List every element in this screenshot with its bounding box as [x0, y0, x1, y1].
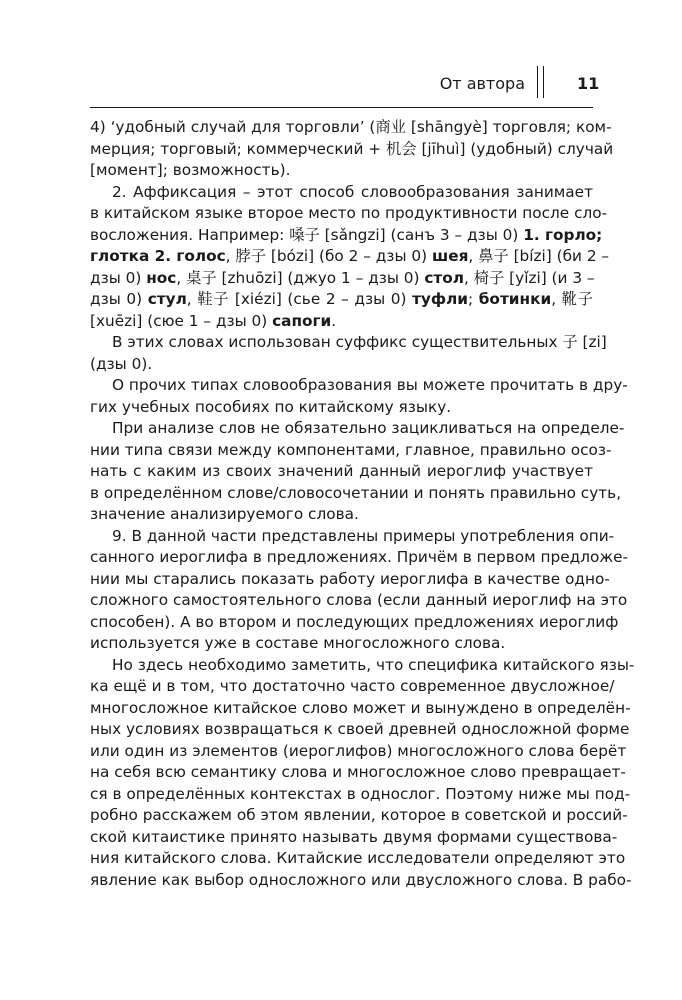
text-line	[90, 354, 593, 376]
text-line	[90, 139, 614, 161]
bold-term: шея	[431, 247, 469, 265]
text-run: При анализе слов не обязательно зацикливаться на определе-	[112, 419, 625, 437]
text-run: ка ещё и в том, что достаточно часто современное двусложное/	[90, 677, 615, 695]
text-line	[90, 784, 631, 806]
text-line	[90, 203, 608, 225]
text-line	[90, 719, 630, 741]
text-run: [момент]; возможность).	[90, 161, 291, 179]
text-line	[90, 311, 593, 333]
text-run: мерция; торговый; коммерческий + 机会 [jīhuì] (удобный) случай	[90, 139, 614, 158]
text-run: в определённом слове/словосочетании и понять правильно суть,	[90, 483, 622, 502]
bold-term: стул	[147, 290, 187, 308]
paragraph	[90, 526, 629, 655]
text-run: робно расскажем об этом явлении, которое в советской и россий-	[90, 806, 628, 824]
text-line	[90, 397, 593, 419]
paragraph	[90, 182, 610, 333]
text-line	[90, 569, 610, 591]
text-line	[90, 676, 615, 698]
text-line	[90, 182, 593, 204]
text-run: , 鼻子 [bízi] (би 2 –	[468, 247, 610, 265]
text-line	[90, 633, 593, 655]
text-run: , 脖子 [bózi] (бо 2 – дзы 0)	[225, 247, 432, 265]
text-line	[90, 461, 593, 483]
running-header-title: От автора	[439, 74, 525, 93]
paragraph	[90, 332, 607, 375]
text-run: 2. Аффиксация – этот способ словообразования занимает	[112, 182, 593, 201]
header-double-rule	[537, 66, 544, 98]
paragraph	[90, 375, 628, 418]
text-line	[90, 805, 628, 827]
text-line	[90, 870, 632, 892]
text-run: санного иероглифа в предложениях. Причём в первом предложе-	[90, 548, 629, 566]
text-run: дзы 0)	[90, 268, 147, 287]
bold-term: стол	[424, 268, 464, 287]
text-run: В этих словах использован суффикс существительных 子 [zi]	[112, 333, 607, 351]
text-line	[90, 160, 593, 182]
text-line	[90, 246, 610, 268]
text-run: [xuēzi] (сюе 1 – дзы 0)	[90, 311, 273, 330]
header-rule	[90, 107, 593, 108]
text-run: ных условиях возвращаться к своей древней односложной форме	[90, 720, 630, 738]
text-line	[90, 655, 635, 677]
text-line	[90, 289, 593, 311]
text-run: используется уже в составе многосложного слова.	[90, 634, 506, 652]
text-run: Но здесь необходимо заметить, что специфика китайского язы-	[112, 655, 635, 674]
text-run: 4) ‘удобный случай для торговли’ (商业 [shāngyè] торговля; ком-	[90, 118, 612, 136]
bold-term: сапоги	[272, 311, 332, 330]
text-run: ния китайского слова. Китайские исследователи определяют это	[90, 849, 626, 867]
bold-term: нос	[146, 268, 177, 287]
text-run: восложения. Например: 嗓子 [sǎngzi] (санъ 3 – дзы 0)	[90, 225, 524, 244]
bold-term: 1. горло;	[523, 225, 603, 244]
text-run: нии мы старались показать работу иероглифа в качестве одно-	[90, 569, 610, 588]
text-line	[90, 698, 631, 720]
text-run: дзы 0)	[90, 290, 148, 308]
text-run: , 鞋子 [xiézi] (сье 2 – дзы 0)	[186, 290, 413, 308]
page-number: 11	[577, 74, 600, 93]
text-run: 9. В данной части представлены примеры употребления опи-	[112, 526, 615, 545]
text-line	[90, 117, 612, 139]
text-run: в китайском языке второе место по продуктивности после сло-	[90, 204, 608, 222]
text-line	[90, 332, 607, 354]
text-line	[90, 418, 625, 440]
text-run: .	[331, 311, 337, 330]
text-line	[90, 762, 626, 784]
text-run: или один из элементов (иероглифов) многосложного слова берёт	[90, 741, 627, 760]
text-line	[90, 504, 593, 526]
text-run: способен). А во втором и последующих предложениях иероглиф	[90, 612, 619, 631]
text-line	[90, 848, 626, 870]
text-line	[90, 547, 629, 569]
text-run: нии типа связи между компонентами, главное, правильно осоз-	[90, 440, 612, 459]
body-text	[90, 117, 635, 891]
text-run: , 椅子 [yǐzi] (и 3 –	[464, 268, 595, 287]
bold-term: глотка 2. голос	[90, 247, 226, 265]
bold-term: туфли	[412, 290, 468, 308]
paragraph	[90, 117, 614, 182]
text-run: ся в определённых контекстах в однослог. Поэтому ниже мы под-	[90, 784, 631, 803]
text-line	[90, 612, 619, 634]
text-line	[90, 483, 622, 505]
text-run: , 桌子 [zhuōzi] (джуо 1 – дзы 0)	[176, 268, 425, 287]
text-line	[90, 590, 628, 612]
text-line	[90, 375, 628, 397]
paragraph	[90, 655, 635, 892]
text-line	[90, 268, 593, 290]
text-run: О прочих типах словообразования вы можете прочитать в дру-	[112, 376, 628, 394]
text-run: явление как выбор односложного или двусложного слова. В рабо-	[90, 870, 632, 889]
text-run: многосложное китайское слово может и вынуждено в определён-	[90, 698, 631, 717]
text-line	[90, 827, 618, 849]
text-line	[90, 741, 627, 763]
text-run: значение анализируемого слова.	[90, 505, 359, 523]
text-line	[90, 440, 612, 462]
text-run: ской китаистике принято называть двумя формами существова-	[90, 827, 618, 846]
text-run: ;	[468, 290, 479, 308]
text-run: на себя всю семантику слова и многосложное слово превращает-	[90, 763, 626, 781]
text-run: гих учебных пособиях по китайскому языку.	[90, 397, 452, 416]
text-run: нать с каким из своих значений данный иероглиф участвует	[90, 462, 593, 480]
text-line	[90, 225, 603, 247]
text-line	[90, 526, 615, 548]
page-header	[0, 64, 682, 104]
paragraph	[90, 418, 625, 526]
text-run: сложного самостоятельного слова (если данный иероглиф на это	[90, 591, 628, 609]
bold-term: ботинки	[478, 290, 552, 308]
text-run: , 靴子	[551, 290, 593, 308]
text-run: (дзы 0).	[90, 354, 153, 373]
